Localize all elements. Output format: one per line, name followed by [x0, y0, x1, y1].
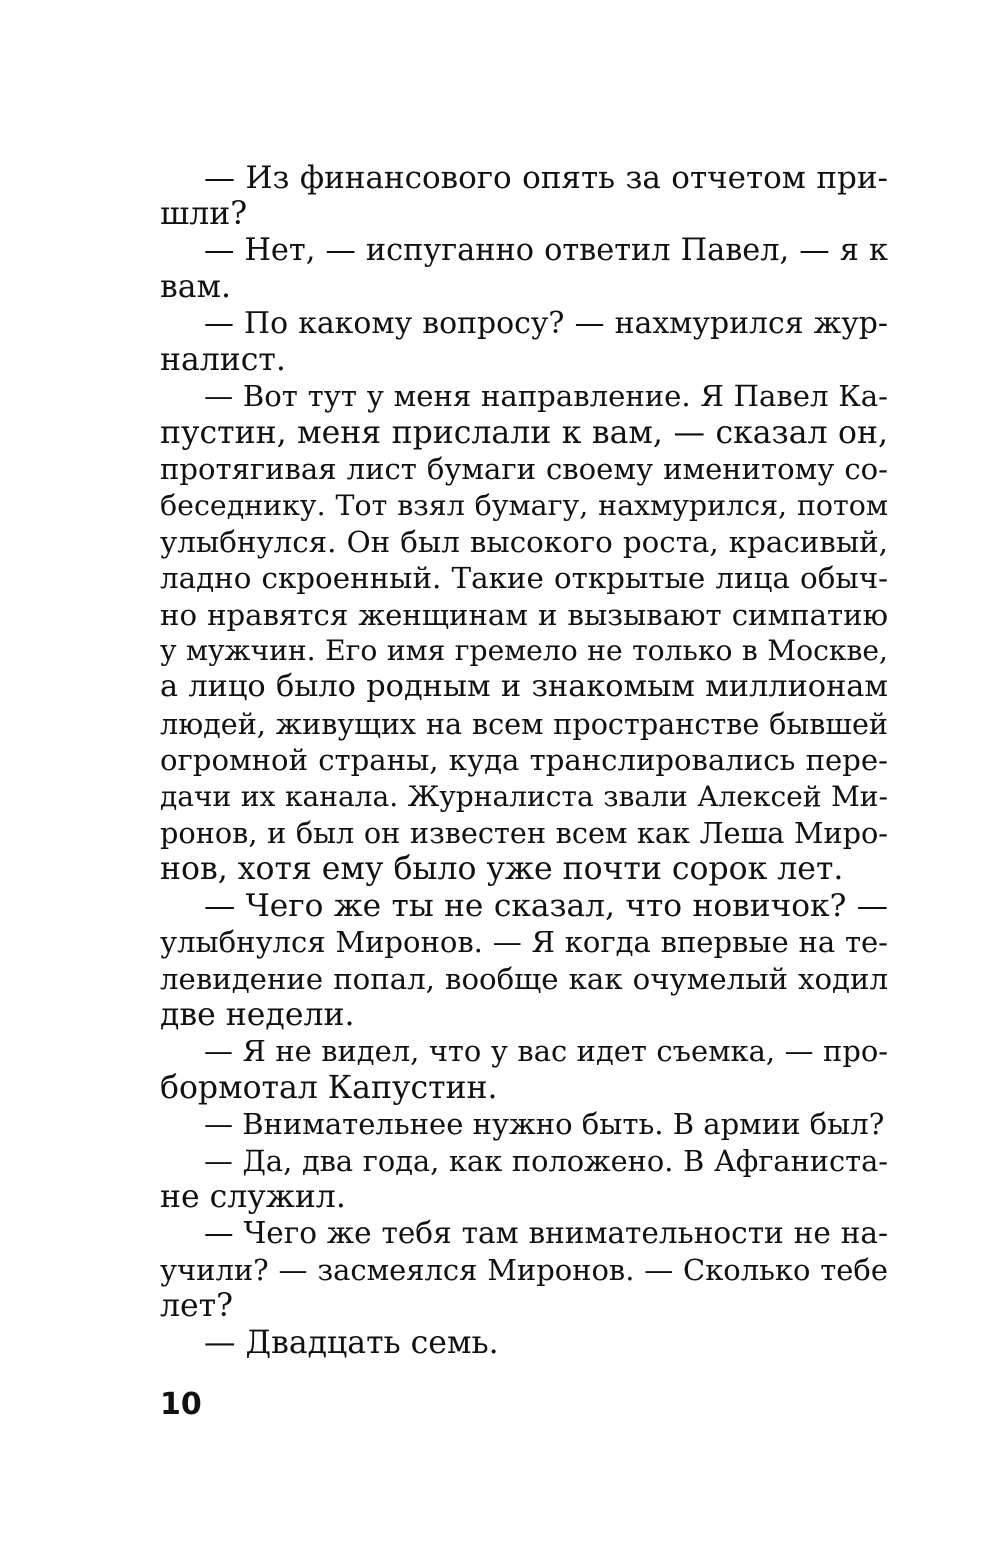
text-line: лет? — [160, 1288, 233, 1325]
text-line: пустин, меня прислали к вам, — сказал он, — [160, 414, 888, 451]
text-line: улыбнулся Миронов. — Я когда впервые на те- — [160, 925, 888, 960]
body-text — [160, 160, 888, 1361]
text-line: бормотал Капустин. — [160, 1069, 498, 1106]
text-line: — Двадцать семь. — [204, 1324, 499, 1361]
text-line: улыбнулся. Он был высокого роста, красивый, — [160, 524, 888, 559]
text-line: — Внимательнее нужно быть. В армии был? — [204, 1107, 885, 1142]
text-line: две недели. — [160, 996, 355, 1033]
text-line: ладно скроенный. Такие открытые лица обыч- — [160, 561, 888, 596]
text-line: но нравятся женщинам и вызывают симпатию — [160, 597, 888, 632]
text-line: огромной страны, куда транслировались пере- — [160, 743, 888, 778]
text-line: беседнику. Тот взял бумагу, нахмурился, потом — [160, 488, 888, 522]
text-line: — По какому вопросу? — нахмурился жур- — [204, 305, 888, 341]
text-line: шли? — [160, 196, 248, 233]
text-line: — Да, два года, как положено. В Афганиста- — [204, 1143, 888, 1178]
text-line: у мужчин. Его имя гремело не только в Москве, — [160, 634, 888, 668]
text-line: — Я не видел, что у вас идет съемка, — про- — [204, 1034, 888, 1069]
text-line: ронов, и был он известен всем как Леша Миро- — [160, 816, 888, 851]
text-line: — Чего же тебя там внимательности не на- — [204, 1216, 888, 1251]
text-line: учили? — засмеялся Миронов. — Сколько тебе — [160, 1252, 888, 1287]
text-line: — Чего же ты не сказал, что новичок? — — [204, 887, 888, 924]
text-line: левидение попал, вообще как очумелый ходил — [160, 961, 888, 996]
text-line: — Из финансового опять за отчетом при- — [204, 160, 888, 196]
text-line: — Нет, — испуганно ответил Павел, — я к — [204, 232, 888, 268]
text-line: протягивая лист бумаги своему именитому со- — [160, 452, 888, 487]
page-number: 10 — [160, 1387, 202, 1422]
text-line: нов, хотя ему было уже почти сорок лет. — [160, 851, 844, 888]
text-line: дачи их канала. Журналиста звали Алексей Ми- — [160, 779, 888, 813]
text-line: налист. — [160, 341, 286, 378]
text-line: не служил. — [160, 1178, 346, 1215]
text-line: людей, живущих на всем пространстве бывшей — [160, 706, 888, 741]
text-line: вам. — [160, 269, 232, 306]
text-line: а лицо было родным и знакомым миллионам — [160, 669, 888, 705]
text-line: — Вот тут у меня направление. Я Павел Ка- — [204, 379, 888, 414]
